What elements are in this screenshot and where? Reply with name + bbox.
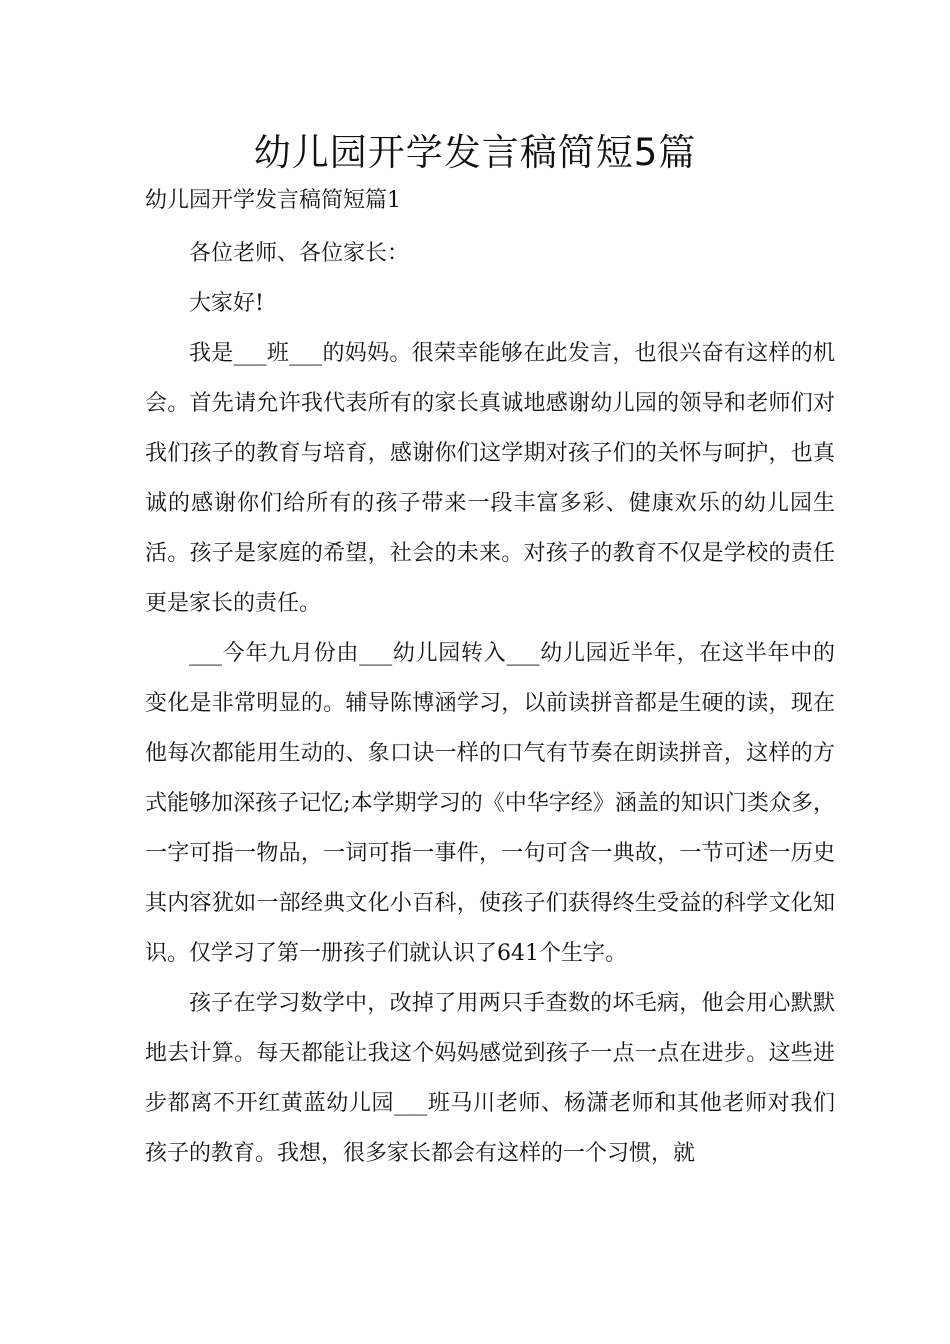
paragraph-salutation: 各位老师、各位家长： — [189, 241, 410, 266]
paragraph-introduction: 我是___班___的妈妈。很荣幸能够在此发言，也很兴奋有这样的机会。首先请允许我代表所有的家长真诚地感谢幼儿园的领导和老师们对我们孩子的教育与培育，感谢你们这学期对孩子们的关怀与呵护，也真诚的感谢你们给所有的孩子带来一段丰富多彩、健康欢乐的幼儿园生活。孩子是家庭的希望，社会的未来。对孩子的教育不仅是学校的责任更是家长的责任。 — [145, 341, 835, 616]
paragraph-progress: ___今年九月份由___幼儿园转入___幼儿园近半年，在这半年中的变化是非常明显的。辅导陈博涵学习，以前读拼音都是生硬的读，现在他每次都能用生动的、象口诀一样的口气有节奏在朗读拼音，这样的方式能够加深孩子记忆;本学期学习的《中华字经》涵盖的知识门类众多，一字可指一物品，一词可指一事件，一句可含一典故，一节可述一历史其内容犹如一部经典文化小百科，使孩子们获得终生受益的科学文化知识。仅学习了第一册孩子们就认识了641个生字。 — [145, 641, 835, 966]
paragraph-greeting: 大家好! — [189, 291, 264, 316]
document-body — [145, 182, 835, 1179]
section-heading: 幼儿园开学发言稿简短篇1 — [145, 188, 401, 213]
paragraph-math-learning: 孩子在学习数学中，改掉了用两只手查数的坏毛病，他会用心默默地去计算。每天都能让我这个妈妈感觉到孩子一点一点在进步。这些进步都离不开红黄蓝幼儿园___班马川老师、杨潇老师和其他老师对我们孩子的教育。我想，很多家长都会有这样的一个习惯，就 — [145, 991, 835, 1166]
document-title: 幼儿园开学发言稿简短5篇 — [253, 131, 697, 174]
